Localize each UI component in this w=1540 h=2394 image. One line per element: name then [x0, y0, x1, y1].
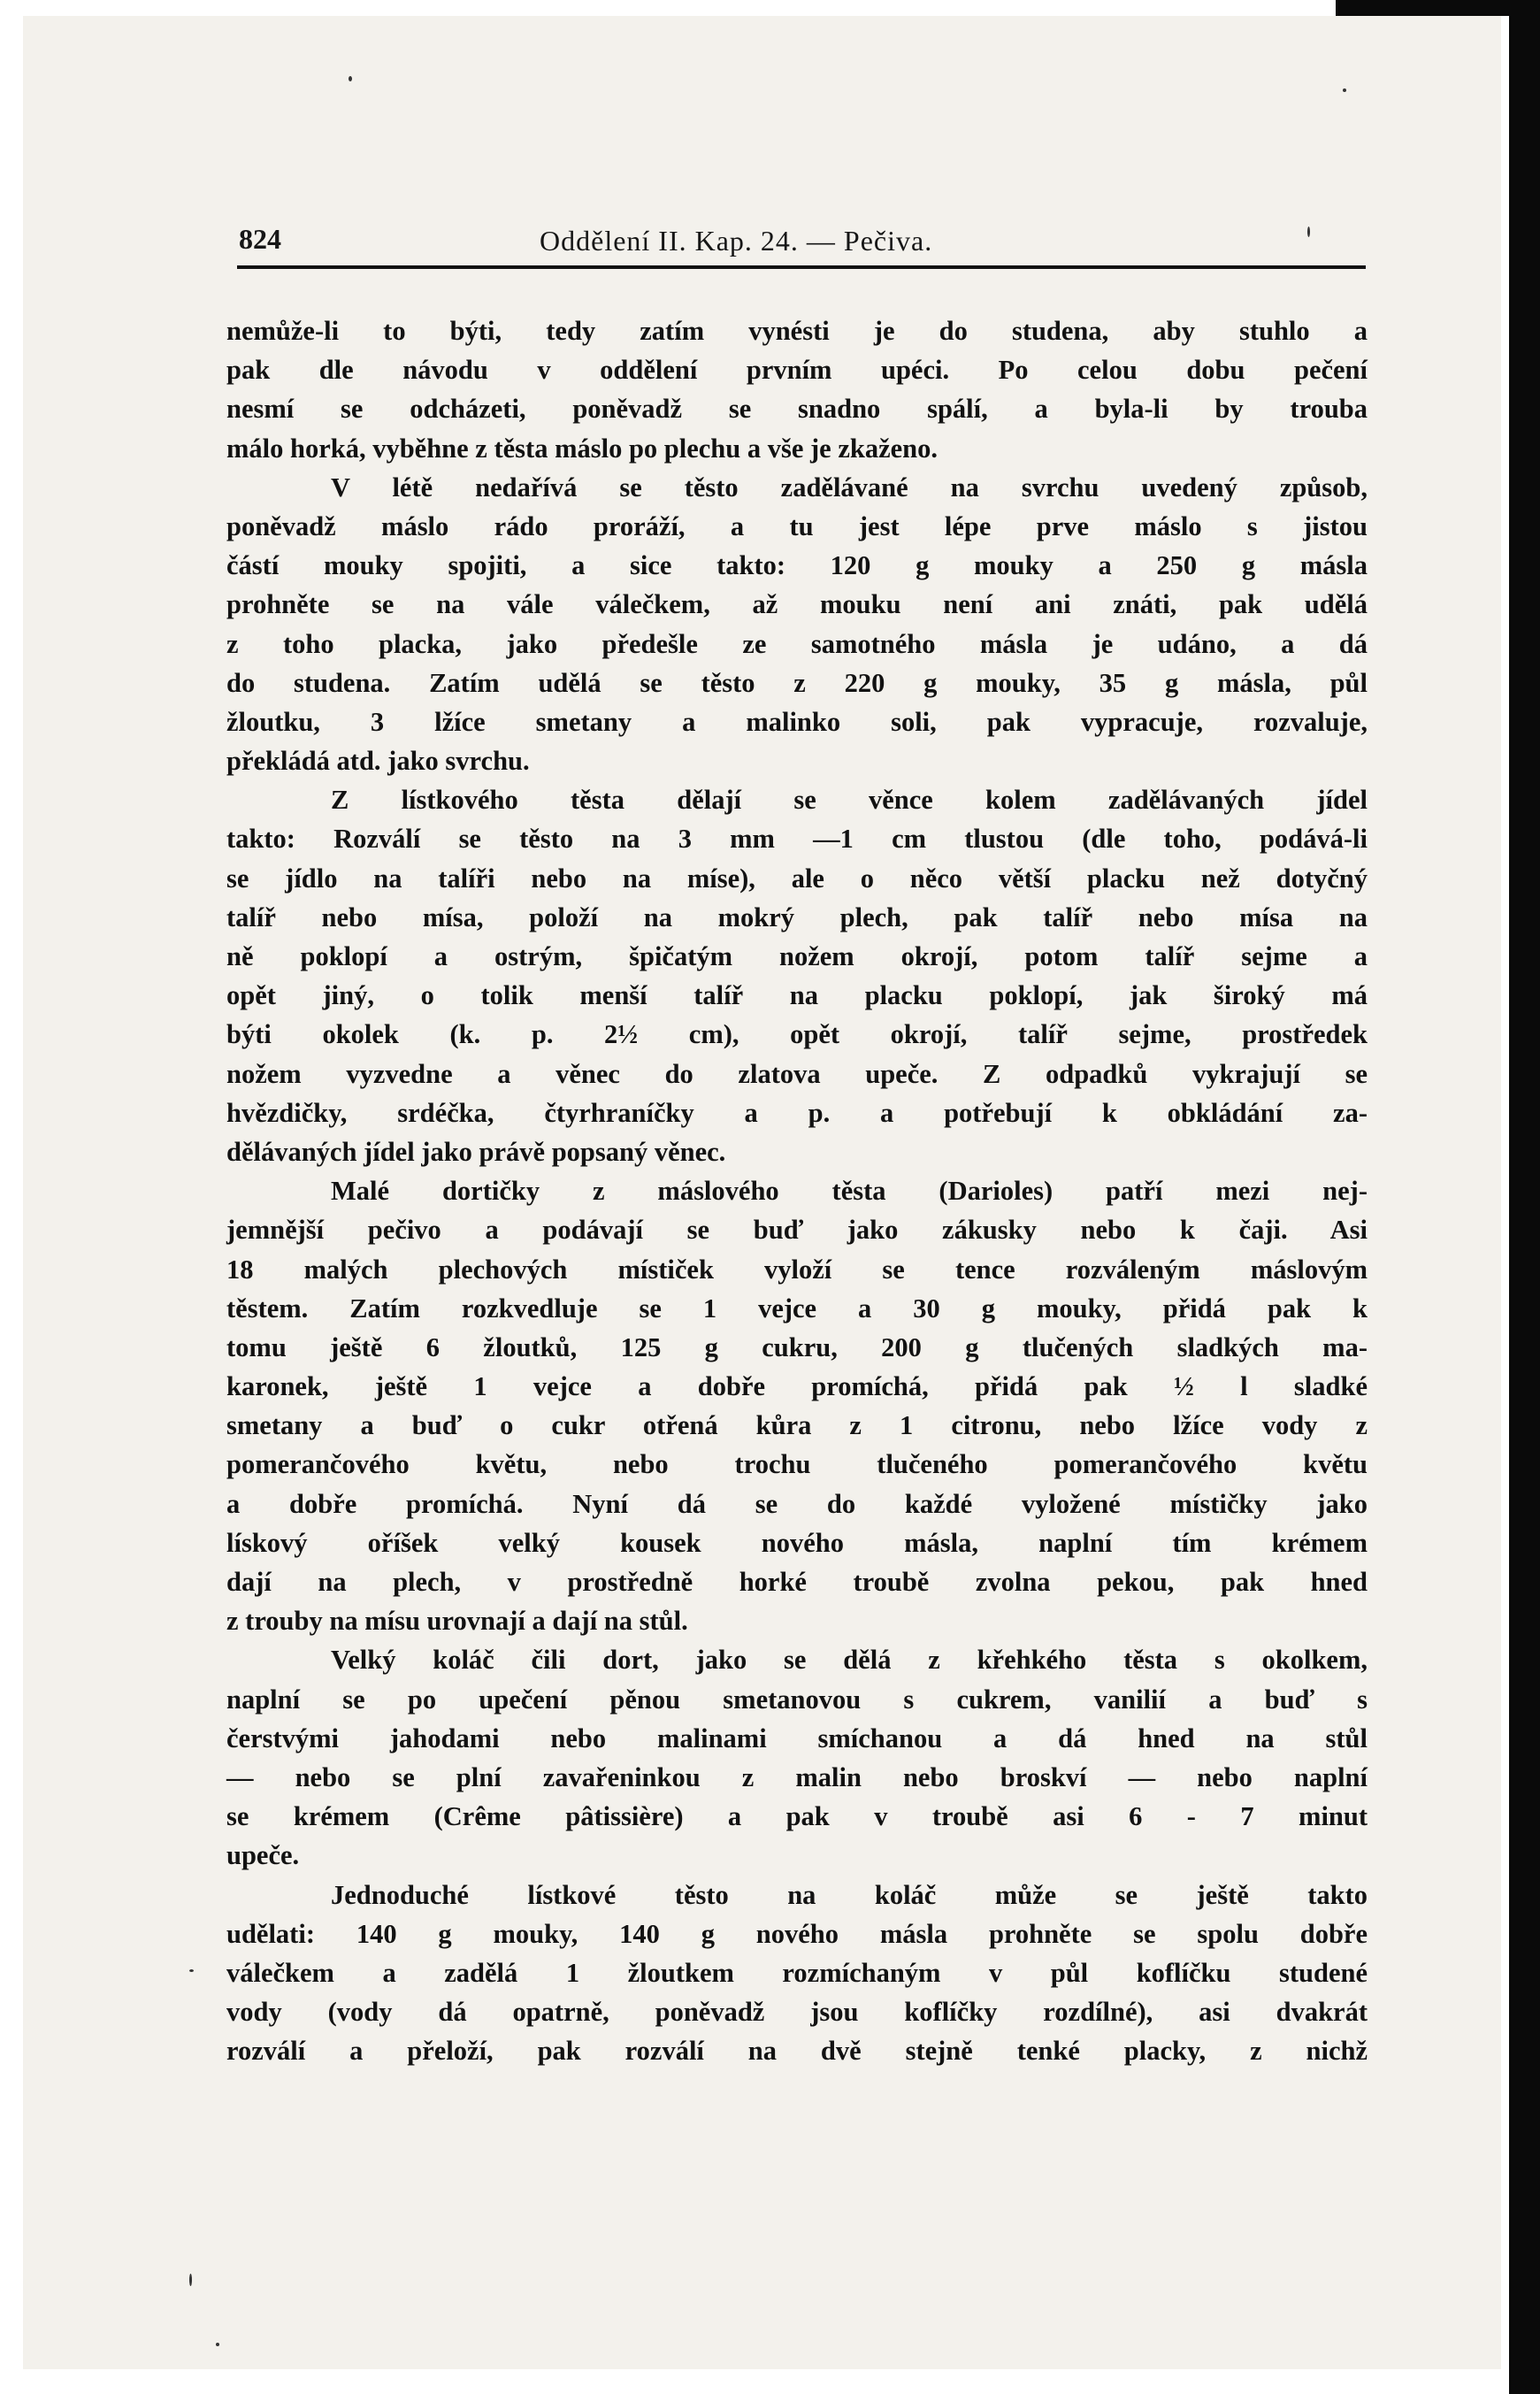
text-line: žloutku, 3 lžíce smetany a malinko soli, pak vypracuje, rozvaluje, [226, 706, 1368, 737]
text-line: nesmí se odcházeti, poněvadž se snadno spálí, a byla-li by trouba [226, 394, 1368, 425]
running-header [237, 221, 1366, 262]
text-line: se jídlo na talíři nebo na míse), ale o něco větší placku než dotyčný [226, 863, 1368, 894]
text-line: lískový oříšek velký kousek nového másla, naplní tím krémem [226, 1527, 1368, 1558]
text-line: prohněte se na vále válečkem, až mouku není ani znáti, pak udělá [226, 589, 1368, 620]
text-line: takto: Rozválí se těsto na 3 mm —1 cm tlustou (dle toho, podává-li [226, 824, 1368, 855]
text-line: — nebo se plní zavařeninkou z malin nebo broskví — nebo naplní [226, 1761, 1368, 1792]
text-line: z trouby na mísu urovnají a dají na stůl. [226, 1606, 688, 1637]
scan-speck [189, 2274, 192, 2286]
text-line: se krémem (Crême pâtissière) a pak v troubě asi 6 - 7 minut [226, 1801, 1368, 1832]
text-line: překládá atd. jako svrchu. [226, 746, 530, 777]
text-line: 18 malých plechových místiček vyloží se tence rozváleným máslovým [226, 1254, 1368, 1285]
text-line: V létě nedařívá se těsto zadělávané na svrchu uvedený způsob, [331, 472, 1368, 503]
text-line: upeče. [226, 1840, 300, 1871]
body-text [226, 311, 1368, 2070]
text-line: udělati: 140 g mouky, 140 g nového másla prohněte se spolu dobře [226, 1918, 1368, 1949]
text-line: býti okolek (k. p. 2½ cm), opět okrojí, talíř sejme, prostředek [226, 1019, 1368, 1050]
text-line: dělávaných jídel jako právě popsaný věnec. [226, 1136, 726, 1167]
text-line: poněvadž máslo rádo proráží, a tu jest lépe prve máslo s jistou [226, 510, 1368, 541]
text-line: talíř nebo mísa, položí na mokrý plech, pak talíř nebo mísa na [226, 902, 1368, 932]
scan-speck [216, 2343, 219, 2346]
text-line: válečkem a zadělá 1 žloutkem rozmíchaným v půl koflíčku studené [226, 1957, 1368, 1988]
text-line: karonek, ještě 1 vejce a dobře promíchá, přidá pak ½ l sladké [226, 1371, 1368, 1402]
text-line: opět jiný, o tolik menší talíř na placku poklopí, jak široký má [226, 980, 1368, 1011]
running-title: Oddělení II. Kap. 24. — Pečiva. [540, 225, 933, 257]
text-line: těstem. Zatím rozkvedluje se 1 vejce a 30 g mouky, přidá pak k [226, 1293, 1368, 1324]
scan-edge-shadow-top [1336, 0, 1540, 16]
scan-speck [189, 1969, 194, 1972]
text-line: nožem vyzvedne a věnec do zlatova upeče. Z odpadků vykrajují se [226, 1058, 1368, 1089]
text-line: Z lístkového těsta dělají se věnce kolem zadělávaných jídel [331, 785, 1368, 816]
scan-speck [1343, 88, 1346, 92]
text-line: hvězdičky, srdéčka, čtyrhraníčky a p. a potřebují k obkládání za- [226, 1097, 1368, 1128]
text-line: dají na plech, v prostředně horké troubě zvolna pekou, pak hned [226, 1567, 1368, 1597]
text-line: do studena. Zatím udělá se těsto z 220 g mouky, 35 g másla, půl [226, 667, 1368, 698]
scan-speck [349, 76, 352, 81]
text-line: Malé dortičky z máslového těsta (Darioles) patří mezi nej- [331, 1176, 1368, 1207]
scan-edge-shadow-right [1509, 0, 1540, 2394]
text-line: málo horká, vyběhne z těsta máslo po plechu a vše je zkaženo. [226, 433, 938, 464]
text-line: jemnější pečivo a podávají se buď jako zákusky nebo k čaji. Asi [226, 1215, 1368, 1246]
text-line: nemůže-li to býti, tedy zatím vynésti je do studena, aby stuhlo a [226, 316, 1368, 346]
text-line: tomu ještě 6 žloutků, 125 g cukru, 200 g tlučených sladkých ma- [226, 1331, 1368, 1362]
text-line: částí mouky spojiti, a sice takto: 120 g mouky a 250 g másla [226, 550, 1368, 581]
text-line: ně poklopí a ostrým, špičatým nožem okrojí, potom talíř sejme a [226, 941, 1368, 971]
text-line: pak dle návodu v oddělení prvním upéci. Po celou dobu pečení [226, 355, 1368, 386]
text-line: pomerančového květu, nebo trochu tlučeného pomerančového květu [226, 1449, 1368, 1480]
text-line: Jednoduché lístkové těsto na koláč může se ještě takto [331, 1879, 1368, 1910]
text-line: naplní se po upečení pěnou smetanovou s cukrem, vanilií a buď s [226, 1684, 1368, 1715]
text-line: vody (vody dá opatrně, poněvadž jsou koflíčky rozdílné), asi dvakrát [226, 1997, 1368, 2028]
text-line: smetany a buď o cukr otřená kůra z 1 citronu, nebo lžíce vody z [226, 1410, 1368, 1441]
text-line: a dobře promíchá. Nyní dá se do každé vyložené místičky jako [226, 1488, 1368, 1519]
scan-speck [1307, 226, 1310, 237]
header-rule [237, 265, 1366, 269]
text-line: z toho placka, jako předešle ze samotného másla je udáno, a dá [226, 628, 1368, 659]
text-line: Velký koláč čili dort, jako se dělá z křehkého těsta s okolkem, [331, 1645, 1368, 1676]
text-line: rozválí a přeloží, pak rozválí na dvě stejně tenké placky, z nichž [226, 2036, 1368, 2067]
text-line: čerstvými jahodami nebo malinami smíchanou a dá hned na stůl [226, 1723, 1368, 1753]
page-number: 824 [239, 223, 281, 255]
